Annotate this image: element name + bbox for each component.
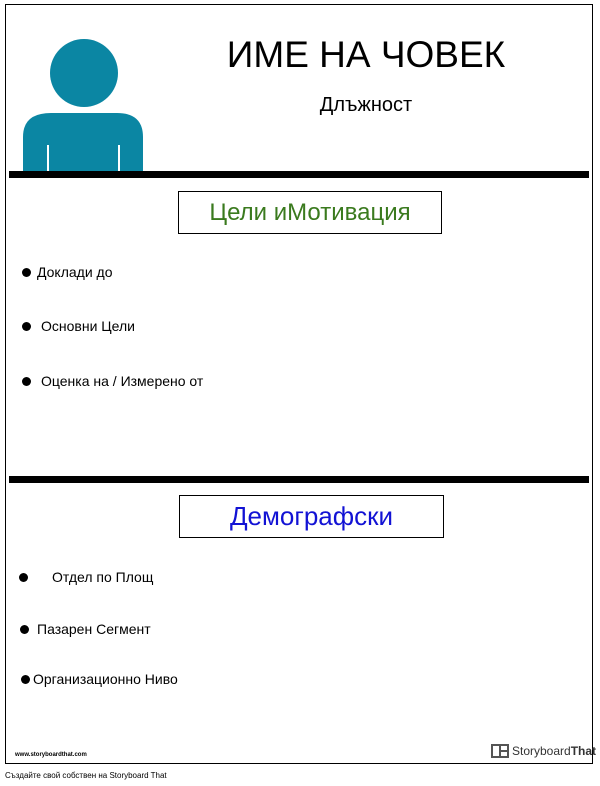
section-divider: [9, 171, 589, 178]
bullet-icon: [19, 573, 28, 582]
section-divider: [9, 476, 589, 483]
job-title: Длъжност: [319, 94, 413, 116]
storyboardthat-brand: [491, 743, 596, 759]
bullet-icon: [21, 675, 30, 684]
caption-link[interactable]: Създайте свой собствен на Storyboard That: [5, 771, 167, 780]
bullet-icon: [22, 268, 31, 277]
storyboardthat-logo-icon: [491, 744, 509, 758]
demographics-item-department: Отдел по Площ: [52, 569, 154, 585]
demographics-heading-label: Демографски: [229, 501, 394, 531]
goals-item-main-goals: Основни Цели: [41, 318, 135, 334]
brand-bold: That: [570, 744, 597, 758]
persona-sheet: [5, 4, 597, 764]
goals-item-evaluation: Оценка на / Измерено от: [41, 373, 204, 389]
goals-item-reports-to: Доклади до: [37, 264, 113, 280]
goals-heading: [178, 191, 442, 234]
person-name: ИМЕ НА ЧОВЕК: [226, 34, 506, 75]
person-silhouette-icon: [23, 35, 143, 175]
bullet-icon: [22, 377, 31, 386]
demographics-heading: [179, 495, 444, 538]
goals-heading-label: Цели иМотивация: [209, 198, 411, 226]
bullet-icon: [20, 625, 29, 634]
brand-regular: Storyboard: [512, 744, 571, 758]
footer-url: www.storyboardthat.com: [15, 752, 87, 758]
bullet-icon: [22, 322, 31, 331]
demographics-item-market-segment: Пазарен Сегмент: [37, 621, 151, 637]
demographics-item-org-level: Организационно Ниво: [33, 671, 178, 687]
